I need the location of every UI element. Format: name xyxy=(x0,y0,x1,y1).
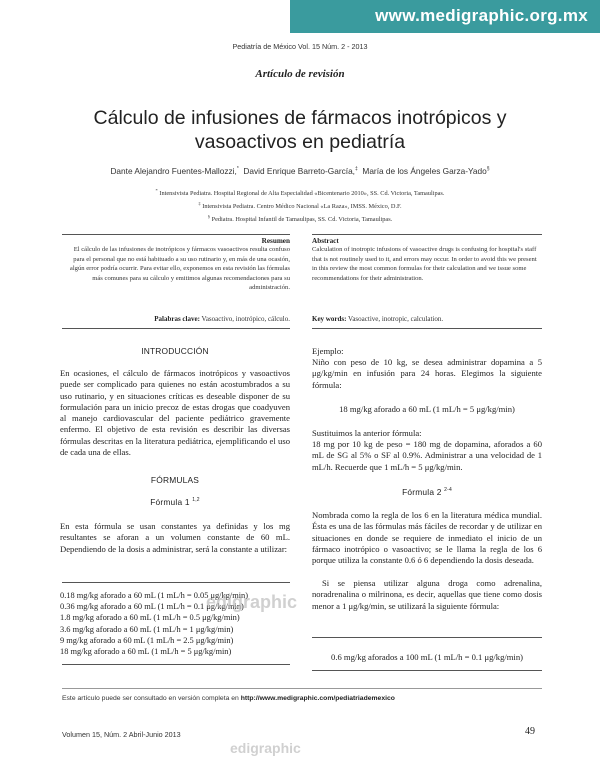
affiliation-mark: ‡ xyxy=(198,201,201,207)
journal-citation: Pediatría de México Vol. 15 Núm. 2 - 2013 xyxy=(232,42,368,51)
author-name: María de los Ángeles Garza-Yado xyxy=(362,166,487,176)
formulas-heading: FÓRMULAS xyxy=(150,475,200,485)
divider xyxy=(62,234,290,235)
example-formula: 18 mg/kg aforado a 60 mL (1 mL/h = 5 μg/kg/min) xyxy=(339,404,515,414)
formula1-paragraph: En esta fórmula se usan constantes ya definidas y los mg resultantes se aforan a un volumen constante de 60 mL. Dependiendo de la dosis a administrar, será la constante a utilizar: xyxy=(60,521,290,554)
formula-item: 3.6 mg/kg aforado a 60 mL (1 mL/h = 1 μg/kg/min) xyxy=(60,624,234,634)
formula-item: 18 mg/kg aforado a 60 mL (1 mL/h = 5 μg/kg/min) xyxy=(60,647,232,657)
formula-item: 0.18 mg/kg aforado a 60 mL (1 mL/h = 0.05 μg/kg/min) xyxy=(60,591,249,600)
keywords-value: Vasoactivo, inotrópico, cálculo. xyxy=(201,315,290,323)
page-number: 49 xyxy=(525,726,535,737)
divider xyxy=(312,234,542,235)
resumen-heading: Resumen xyxy=(261,237,290,245)
formula1-heading xyxy=(60,497,290,507)
intro-heading: INTRODUCCIÓN xyxy=(141,346,209,356)
affiliation-mark: § xyxy=(207,214,211,220)
keywords-label: Key words: xyxy=(312,315,347,323)
formula2-heading xyxy=(312,487,542,497)
affiliation-mark: * xyxy=(155,188,158,193)
divider xyxy=(312,670,542,671)
footer-issue: Volumen 15, Núm. 2 Abril-Junio 2013 xyxy=(62,730,181,739)
watermark: edigraphic xyxy=(206,592,298,612)
formula2-paragraph-2: Si se piensa utilizar alguna droga como adrenalina, noradrenalina o milrinona, es decir, aquellas que tiene como dosis menor a 1 μg/kg/min, se utilizará la siguiente fórmula: xyxy=(312,578,542,611)
formula2-title: Fórmula 2 xyxy=(402,487,442,497)
author-name: Dante Alejandro Fuentes-Mallozzi, xyxy=(110,166,237,176)
divider xyxy=(62,664,290,665)
formula-item: 1.8 mg/kg aforado a 60 mL (1 mL/h = 0.5 μg/kg/min) xyxy=(60,613,240,623)
author-mark: § xyxy=(486,166,490,173)
example-label: Ejemplo: xyxy=(312,346,344,356)
substitution-paragraph: 18 mg por 10 kg de peso = 180 mg de dopamina, aforados a 60 mL de SG al 5% o SF al 0.9%. Administrar a una velocidad de 1 mL/h. Recuerde que 1 mL/h = 5 μg/kg/min. xyxy=(312,439,542,472)
keywords-value: Vasoactive, inotropic, calculation. xyxy=(348,315,444,323)
affiliation xyxy=(0,199,600,212)
keywords-label: Palabras clave: xyxy=(154,315,200,323)
example-paragraph: Niño con peso de 10 kg, se desea administrar dopamina a 5 μg/kg/min en infusión para 24 horas. Elegimos la siguiente fórmula: xyxy=(312,357,542,390)
author-name: David Enrique Barreto-García, xyxy=(243,166,355,176)
footer-divider xyxy=(62,688,542,689)
section-label: Artículo de revisión xyxy=(255,68,345,80)
site-url[interactable]: www.medigraphic.org.mx xyxy=(375,6,588,25)
divider xyxy=(312,328,542,329)
formula-item: 9 mg/kg aforado a 60 mL (1 mL/h = 2.5 μg/kg/min) xyxy=(60,635,234,645)
author-mark: ‡ xyxy=(355,166,358,173)
formula2-paragraph: Nombrada como la regla de los 6 en la literatura médica mundial. Ésta es una de las fórmulas más fáciles de recordar y de utilizar en situaciones en donde se requiere de inmediato el inicio de un fármaco inotrópico o vasoactivo; se le llama la regla de los 6 porque utiliza la constante 0.6 ó 6 dependiendo la dosis deseada. xyxy=(312,510,542,566)
affiliation-text: Intensivista Pediatra. Centro Médico Nacional «La Raza», IMSS. México, D.F. xyxy=(202,203,402,211)
abstract-text: Calculation of inotropic infusions of vasoactive drugs is confusing for hospital's staff that is not routinely used to it, and errors may occur. In order to avoid this we present in this review the most common formulas for their calculation and we issue some recommendations for their administration. xyxy=(312,246,537,282)
affiliation-text: Pediatra. Hospital Infantil de Tamaulipas, SS. Cd. Victoria, Tamaulipas. xyxy=(211,216,393,224)
formula-item: 0.36 mg/kg aforado a 60 mL (1 mL/h = 0.1 μg/kg/min) xyxy=(60,602,244,612)
formula2-refs: 2-4 xyxy=(444,487,452,494)
article-title: Cálculo de infusiones de fármacos inotrópicos y vasoactivos en pediatría xyxy=(93,107,507,153)
affiliation xyxy=(0,186,600,199)
footer-note-text: Este artículo puede ser consultado en versión completa en xyxy=(62,695,239,702)
footer-note xyxy=(62,695,395,702)
substitution-label: Sustituimos la anterior fórmula: xyxy=(312,428,422,438)
divider xyxy=(312,637,542,638)
formula2-formula: 0.6 mg/kg aforados a 100 mL (1 mL/h = 0.1 μg/kg/min) xyxy=(331,652,523,662)
site-banner xyxy=(290,0,600,33)
affiliations xyxy=(0,186,600,225)
affiliation xyxy=(0,212,600,225)
author-list xyxy=(0,166,600,176)
watermark: edigraphic xyxy=(230,740,301,756)
intro-paragraph: En ocasiones, el cálculo de fármacos inotrópicos y vasoactivos puede ser complicado para quienes no están acostumbrados a su uso rutinario, y en situaciones críticas es deseable disponer de su formulación para un inicio precoz de estas drogas que coadyuven al manejo cardiovascular del paciente pediátrico gravemente enfermo. El objetivo de esta revisión es describir las diversas fórmulas descritas en la literatura pediátrica, ejemplificando el uso de cada una de ellas. xyxy=(60,368,290,458)
resumen-keywords xyxy=(62,315,290,323)
divider xyxy=(62,582,290,583)
affiliation-text: Intensivista Pediatra. Hospital Regional de Alta Especialidad «Bicentenario 2010», SS. Cd. Victoria, Tamaulipas. xyxy=(159,190,445,198)
author-mark: * xyxy=(236,166,239,173)
abstract-keywords xyxy=(312,315,443,323)
formula1-title: Fórmula 1 xyxy=(150,497,190,507)
resumen-text: El cálculo de las infusiones de inotrópicos y fármacos vasoactivos resulta confuso para el personal que no está habituado a su uso rutinario y, en más de una ocasión, algún error podría ocurrir. Para evitar ello, exponemos en esta revisión las fórmulas más comunes para su cálculo y emitimos algunas recomendaciones para su administración. xyxy=(69,246,290,292)
footer-url[interactable]: http://www.medigraphic.com/pediatriademexico xyxy=(240,695,395,702)
divider xyxy=(62,328,290,329)
abstract-heading: Abstract xyxy=(312,237,339,245)
formula1-refs: 1,2 xyxy=(192,497,200,504)
